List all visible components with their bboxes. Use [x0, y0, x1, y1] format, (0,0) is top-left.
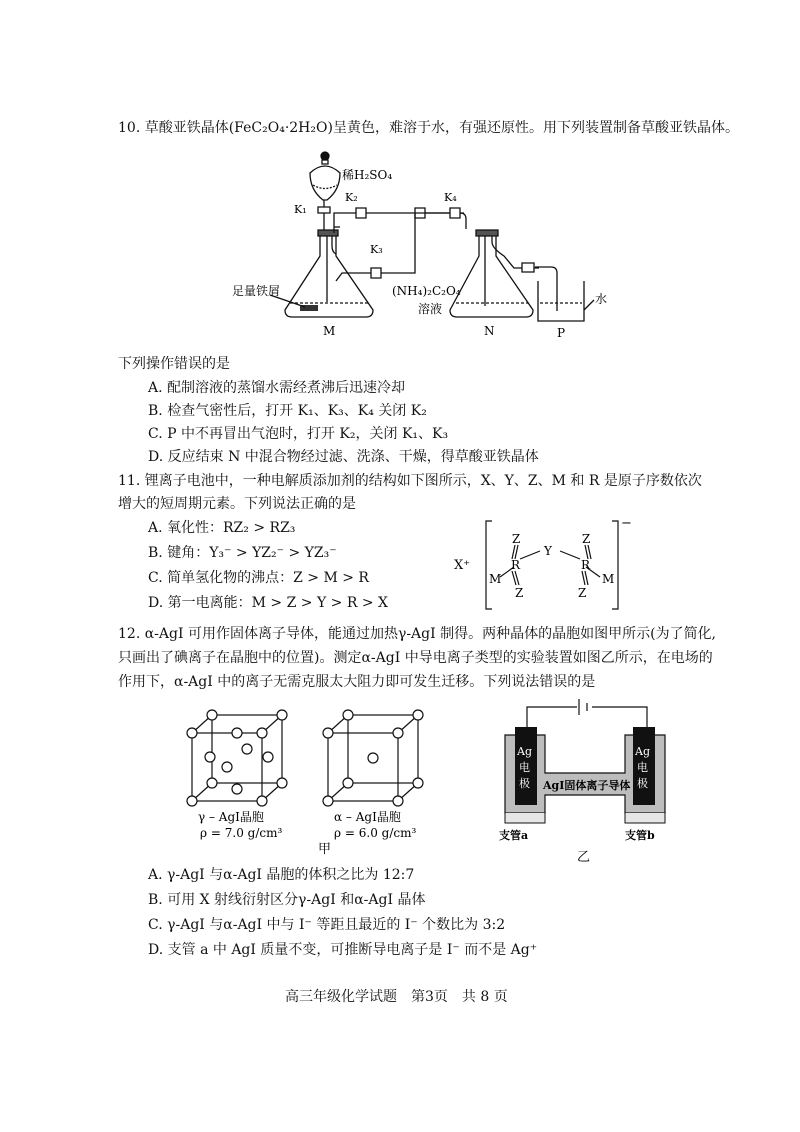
q11-option-d: D. 第一电离能：M > Z > Y > R > X — [148, 595, 388, 611]
electrode-right-dian: 电 — [637, 761, 648, 774]
structure-z-3: Z — [582, 532, 591, 546]
q11-stem-line2: 增大的短周期元素。下列说法正确的是 — [118, 496, 356, 512]
label-k2: K₂ — [345, 191, 358, 204]
tube-a-label: 支管a — [499, 829, 529, 842]
page-footer: 高三年级化学试题 第3页 共 8 页 — [285, 989, 508, 1005]
q12-stem-line2: 只画出了碘离子在晶胞中的位置)。测定α-AgI 中导电离子类型的实验装置如图乙所示，在电场的 — [118, 650, 713, 666]
q10-option-d: D. 反应结束 N 中混合物经过滤、洗涤、干燥，得草酸亚铁晶体 — [148, 449, 539, 465]
q12-stem-line3: 作用下，α-AgI 中的离子无需克服太大阻力即可发生迁移。下列说法错误的是 — [118, 674, 596, 690]
q12-option-b: B. 可用 X 射线衍射区分γ-AgI 和α-AgI 晶体 — [148, 892, 426, 908]
electrode-left-dian: 电 — [519, 761, 530, 774]
q10-option-c: C. P 中不再冒出气泡时，打开 K₂，关闭 K₁、K₃ — [148, 426, 449, 442]
q12-unit-cells-figure — [180, 705, 440, 855]
q10-option-b: B. 检查气密性后，打开 K₁、K₃、K₄ 关闭 K₂ — [148, 403, 427, 419]
structure-z-1: Z — [512, 532, 521, 546]
structure-z-4: Z — [578, 586, 587, 600]
q10-apparatus-diagram — [230, 145, 610, 345]
structure-m-left: M — [489, 572, 502, 586]
label-m: M — [323, 324, 336, 338]
label-iron: 足量铁屑 — [232, 284, 281, 298]
alpha-cell-density: ρ = 6.0 g/cm³ — [334, 826, 417, 840]
label-p: P — [557, 326, 566, 340]
tube-b-label: 支管b — [625, 829, 655, 842]
structure-m-right: M — [602, 572, 615, 586]
q10-option-a: A. 配制溶液的蒸馏水需经煮沸后迅速冷却 — [148, 380, 406, 396]
structure-charge: − — [621, 516, 632, 531]
q11-option-c: C. 简单氢化物的沸点：Z > M > R — [148, 570, 369, 586]
electrode-right-ji: 极 — [637, 777, 648, 790]
q10-stem: 10. 草酸亚铁晶体(FeC₂O₄·2H₂O)呈黄色，难溶于水，有强还原性。用下列装置制备草酸亚铁晶体。 — [118, 120, 739, 136]
q11-option-b: B. 键角：Y₃⁻ > YZ₂⁻ > YZ₃⁻ — [148, 545, 337, 561]
electrode-left-ag: Ag — [517, 745, 532, 758]
label-n: N — [484, 324, 495, 338]
electrode-right-ag: Ag — [635, 745, 650, 758]
q12-conduction-apparatus — [497, 695, 677, 865]
gamma-cell-name: γ – AgI晶胞 — [198, 810, 264, 824]
q12-option-c: C. γ-AgI 与α-AgI 中与 I⁻ 等距且最近的 I⁻ 个数比为 3:2 — [148, 917, 506, 933]
structure-z-2: Z — [515, 586, 524, 600]
gamma-cell-density: ρ = 7.0 g/cm³ — [200, 826, 283, 840]
q11-structure-diagram — [452, 515, 652, 615]
label-k1: K₁ — [294, 203, 307, 216]
structure-r-right: R — [581, 558, 591, 572]
q12-stem-line1: 12. α-AgI 可用作固体离子导体，能通过加热γ-AgI 制得。两种晶体的晶胞如图甲所示(为了简化, — [118, 626, 717, 642]
label-k3: K₃ — [370, 243, 383, 256]
label-oxalate-2: 溶液 — [418, 302, 443, 316]
structure-r-left: R — [511, 558, 521, 572]
structure-y: Y — [544, 544, 552, 558]
q12-option-d: D. 支管 a 中 AgI 质量不变，可推断导电离子是 I⁻ 而不是 Ag⁺ — [148, 942, 538, 958]
figure-b-label: 乙 — [577, 850, 591, 865]
label-k4: K₄ — [444, 191, 457, 204]
bridge-label: AgI固体离子导体 — [543, 779, 631, 792]
label-acid: 稀H₂SO₄ — [342, 168, 393, 182]
label-oxalate-1: (NH₄)₂C₂O₄ — [392, 284, 461, 298]
figure-a-label: 甲 — [318, 842, 332, 855]
q10-prompt: 下列操作错误的是 — [118, 356, 230, 372]
electrode-left-ji: 极 — [519, 777, 530, 790]
label-water: 水 — [595, 292, 608, 306]
q11-stem-line1: 11. 锂离子电池中，一种电解质添加剂的结构如下图所示，X、Y、Z、M 和 R 是原子序数依次 — [118, 473, 702, 489]
q11-option-a: A. 氧化性：RZ₂ > RZ₃ — [148, 520, 296, 536]
alpha-cell-name: α – AgI晶胞 — [334, 810, 401, 824]
structure-cation: X⁺ — [454, 558, 471, 573]
q12-option-a: A. γ-AgI 与α-AgI 晶胞的体积之比为 12:7 — [148, 867, 415, 883]
